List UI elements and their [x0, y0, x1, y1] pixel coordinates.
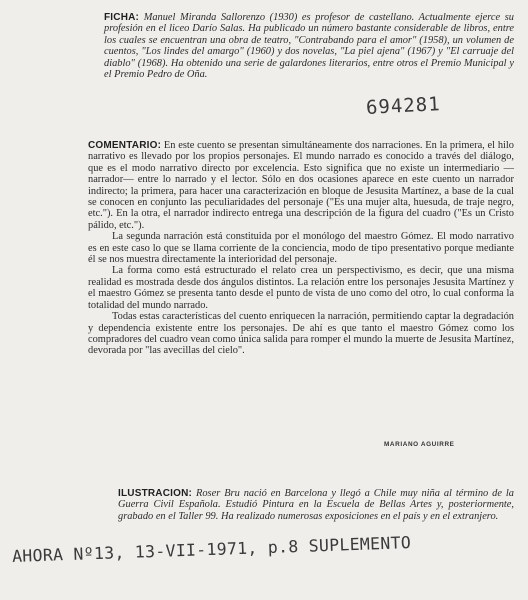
- ilustracion-label: ILUSTRACION:: [118, 488, 193, 499]
- comentario-paragraph-text: En este cuento se presentan simultáneamente dos narraciones. En la primera, el hilo narrativo es llevado por los propios personajes. El mundo narrado es conocido a través del diálogo, que es el modo narrativo directo por excelencia. Esto significa que no existe un intermediario —narrador— entre lo narrado y el lector. Sólo en dos ocasiones aparece en este cuento un narrador indirecto; la primera, para hacer una caracterización en bloque de Jesusita Martínez, a base de la cual se conocen en conjunto las peculiaridades del personaje ("Es una mujer alta, huesuda, de traje negro, etc."). En la otra, el narrador indirecto entrega una descripción de la figura del cuadro ("Es un Cristo pálido, etc.").: [88, 140, 514, 231]
- comentario-paragraph: [88, 140, 514, 231]
- author-signature: MARIANO AGUIRRE: [384, 441, 455, 448]
- comentario-label: COMENTARIO:: [88, 140, 162, 151]
- comentario-paragraph: Todas estas características del cuento enriquecen la narración, permitiendo captar la degradación y dependencia existente entre los personajes. De ahí es que tanto el maestro Gómez como los compradores del cuadro vean como única salida para romper el mundo la muerte de Jesusita Martínez, devorada por "las avecillas del cielo".: [88, 311, 514, 357]
- comentario-paragraph: La segunda narración está constituida por el monólogo del maestro Gómez. El modo narrativo es en este caso lo que se llama corriente de la conciencia, modo de tipo presentativo porque mediante él se nos muestra directamente la interioridad del personaje.: [88, 231, 514, 266]
- ficha-text: Manuel Miranda Sallorenzo (1930) es profesor de castellano. Actualmente ejerce su profesión en el liceo Darío Salas. Ha publicado un número bastante considerable de libros, entre los cuales se encuentran una obra de teatro, "Contrabando para el amor" (1958), un volumen de cuentos, "Los lindes del amargo" (1960) y dos novelas, "La piel ajena" (1967) y "El carruaje del diablo" (1968). Ha obtenido una serie de galardones literarios, entre otros el Premio Municipal y el Premio Pedro de Oña.: [104, 12, 514, 81]
- handwritten-footer: AHORA Nº13, 13-VII-1971, p.8 SUPLEMENTO: [11, 533, 412, 566]
- ilustracion-text: Roser Bru nació en Barcelona y llegó a Chile muy niña al término de la Guerra Civil Española. Estudió Pintura en la Escuela de Bellas Artes y, posteriormente, grabado en el Taller 99. Ha realizado numerosas exposiciones en el país y en el extranjero.: [118, 488, 514, 522]
- comentario-section: [88, 140, 514, 357]
- handwritten-code: 694281: [365, 93, 442, 119]
- ficha-label: FICHA:: [104, 12, 140, 23]
- comentario-paragraph: La forma como está estructurado el relato crea un perspectivismo, es decir, que una misma realidad es mostrada desde dos ángulos distintos. La relación entre los personajes Jesusita Martínez y el maestro Gómez se presenta tanto desde el punto de vista de uno como del otro, lo cual conforma la totalidad del mundo narrado.: [88, 265, 514, 311]
- ilustracion-section: [118, 488, 514, 522]
- ficha-section: [104, 12, 514, 80]
